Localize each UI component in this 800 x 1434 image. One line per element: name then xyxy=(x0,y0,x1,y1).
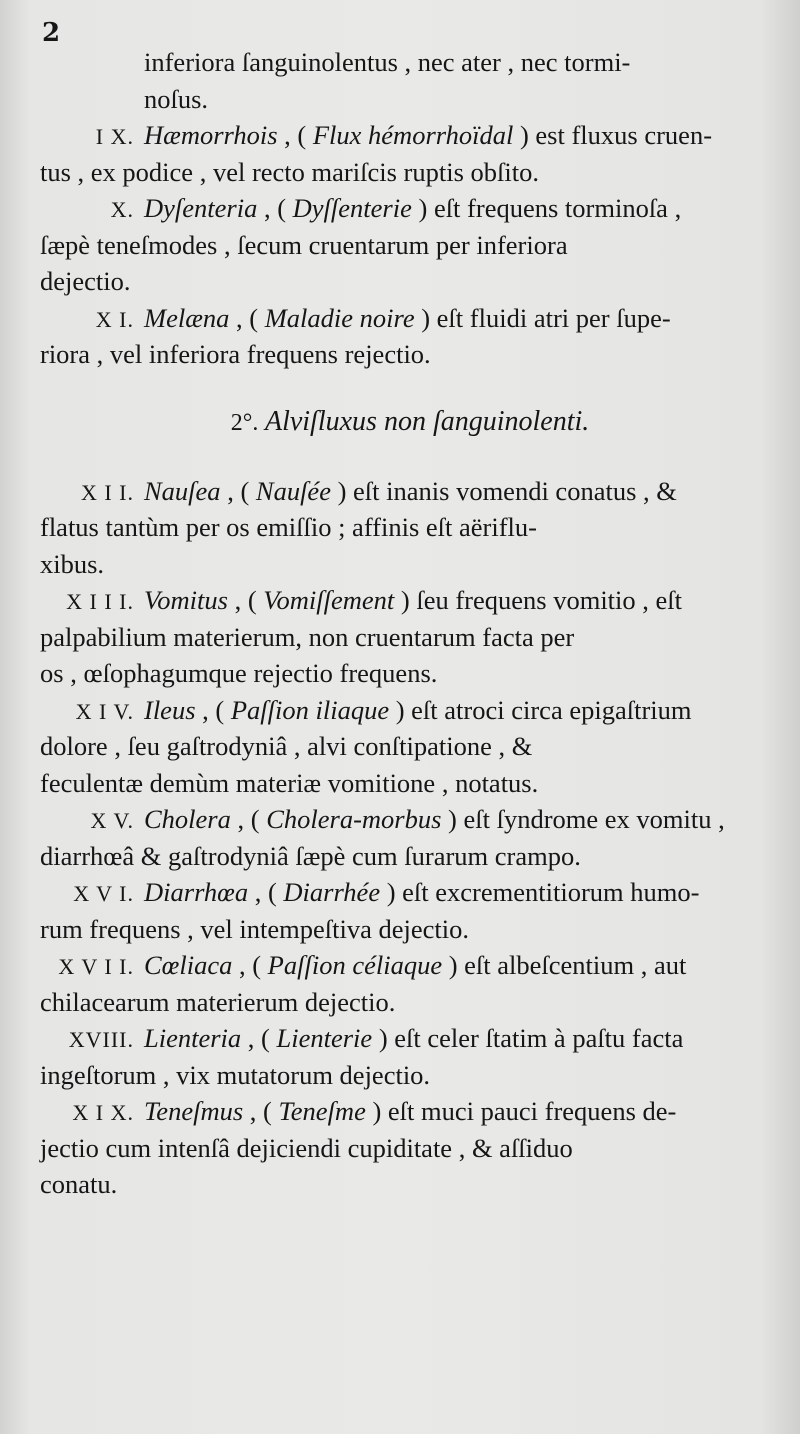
entry-text: est fluxus cruen- xyxy=(535,120,713,150)
entry-xvii: X V I I. Cœliaca , ( Paſſion céliaque ) eſt albeſcentium , aut chilacearum materierum dejectio. xyxy=(40,947,760,1020)
french-gloss: Nauſée xyxy=(255,475,331,506)
french-gloss: Maladie noire xyxy=(264,302,415,333)
entry-xix: X I X. Teneſmus , ( Teneſme ) eſt muci pauci frequens de- jectio cum intenſâ dejiciendi cupiditate , & aſſiduo conatu. xyxy=(40,1093,760,1203)
disease-name: Diarrhœa xyxy=(144,877,249,907)
entry-text: dolore , ſeu gaſtrodyniâ , alvi conſtipatione , & xyxy=(40,731,533,761)
entry-text: rum frequens , vel intempeſtiva dejectio. xyxy=(40,913,470,944)
entry-numeral: X V. xyxy=(90,808,134,833)
entry-text: ingeſtorum , vix mutatorum dejectio. xyxy=(40,1059,431,1090)
entry-text: dejectio. xyxy=(40,266,131,296)
text-line: noſus. xyxy=(144,83,209,114)
entry-text: eſt frequens torminoſa , xyxy=(433,193,682,223)
section-heading xyxy=(40,403,760,443)
entry-numeral: X. xyxy=(110,197,134,222)
entry-text: ſæpè teneſmodes , ſecum cruentarum per inferiora xyxy=(40,229,568,260)
entry-text: feculentæ demùm materiæ vomitione , notatus. xyxy=(40,767,539,798)
french-gloss: Paſſion iliaque xyxy=(230,694,390,725)
entry-text: os , œſophagumque rejectio frequens. xyxy=(40,658,438,688)
disease-name: Dyſenteria xyxy=(144,193,258,223)
entry-numeral: I X. xyxy=(95,124,134,149)
disease-name: Lienteria xyxy=(144,1023,242,1053)
entry-text: jectio cum intenſâ dejiciendi cupiditate , & aſſiduo xyxy=(40,1132,573,1163)
disease-name: Vomitus xyxy=(144,585,228,615)
disease-name: Melæna xyxy=(144,302,230,333)
disease-name: Nauſea xyxy=(144,475,221,506)
entry-text: eſt muci pauci frequens de- xyxy=(387,1096,677,1126)
entry-text: xibus. xyxy=(40,548,105,579)
french-gloss: Cholera-morbus xyxy=(266,804,442,834)
disease-name: Teneſmus xyxy=(144,1096,244,1126)
disease-name: Ileus xyxy=(144,694,196,725)
entry-numeral: X V I. xyxy=(73,881,134,906)
entry-text: eſt ſyndrome ex vomitu , xyxy=(463,804,725,834)
disease-name: Cœliaca xyxy=(144,950,233,980)
entry-xv: X V. Cholera , ( Cholera-morbus ) eſt ſyndrome ex vomitu , diarrhœâ & gaſtrodyniâ ſæpè cum ſurarum crampo. xyxy=(40,801,760,874)
text-body xyxy=(40,44,760,1203)
entry-xvi: X V I. Diarrhœa , ( Diarrhée ) eſt excrementitiorum humo- rum frequens , vel intempeſtiva dejectio. xyxy=(40,874,760,947)
entry-xi: X I. Melæna , ( Maladie noire ) eſt fluidi atri per ſupe- riora , vel inferiora frequens rejectio. xyxy=(40,300,760,373)
disease-name: Cholera xyxy=(144,804,231,834)
french-gloss: Flux hémorrhoïdal xyxy=(312,120,514,150)
entry-ix: I X. Hæmorrhois , ( Flux hémorrhoïdal ) est fluxus cruen- tus , ex podice , vel recto mariſcis ruptis obſito. xyxy=(40,117,760,190)
french-gloss: Diarrhée xyxy=(283,877,381,907)
entry-text: ſeu frequens vomitio , eſt xyxy=(416,585,683,615)
french-gloss: Lienterie xyxy=(276,1023,373,1053)
text-line: inferiora ſanguinolentus , nec ater , nec tormi- xyxy=(144,47,631,77)
french-gloss: Vomiſſement xyxy=(263,585,395,615)
entry-text: conatu. xyxy=(40,1169,118,1199)
section-title: Alviſluxus non ſanguinolenti. xyxy=(264,405,590,437)
entry-text: palpabilium materierum, non cruentarum facta per xyxy=(40,621,575,652)
entry-text: eſt celer ſtatim à paſtu facta xyxy=(394,1023,684,1053)
entry-numeral: X I V. xyxy=(75,698,134,724)
entry-text: riora , vel inferiora frequens rejectio. xyxy=(40,339,431,369)
entry-numeral: XVIII. xyxy=(68,1027,134,1052)
entry-text: chilacearum materierum dejectio. xyxy=(40,986,396,1017)
entry-text: flatus tantùm per os emiſſio ; affinis eſt aëriflu- xyxy=(40,512,537,542)
section-number: 2°. xyxy=(230,409,259,436)
french-gloss: Paſſion céliaque xyxy=(267,950,443,980)
entry-text: diarrhœâ & gaſtrodyniâ ſæpè cum ſurarum crampo. xyxy=(40,840,581,871)
french-gloss: Dyſſenterie xyxy=(292,193,412,223)
entry-x: X. Dyſenteria , ( Dyſſenterie ) eſt frequens torminoſa , ſæpè teneſmodes , ſecum cruentarum per inferiora dejectio. xyxy=(40,190,760,300)
entry-numeral: X I. xyxy=(95,306,134,332)
entry-text: eſt atroci circa epigaſtrium xyxy=(411,694,692,725)
entry-xviii: XVIII. Lienteria , ( Lienterie ) eſt celer ſtatim à paſtu facta ingeſtorum , vix mutatorum dejectio. xyxy=(40,1020,760,1093)
entry-xiii: X I I I. Vomitus , ( Vomiſſement ) ſeu frequens vomitio , eſt palpabilium materierum, non cruentarum facta per os , œſophagumque rejectio frequens. xyxy=(40,582,760,692)
entry-numeral: X V I I. xyxy=(58,954,134,979)
entry-text: eſt inanis vomendi conatus , & xyxy=(353,475,677,506)
entry-xii: X I I. Nauſea , ( Nauſée ) eſt inanis vomendi conatus , & flatus tantùm per os emiſſio ; affinis eſt aëriflu- xibus. xyxy=(40,473,760,583)
page-number: 2 xyxy=(42,18,61,48)
disease-name: Hæmorrhois xyxy=(144,120,278,150)
french-gloss: Teneſme xyxy=(278,1096,366,1126)
entry-text: tus , ex podice , vel recto mariſcis ruptis obſito. xyxy=(40,156,539,187)
entry-text: eſt albeſcentium , aut xyxy=(464,950,687,980)
entry-text: eſt excrementitiorum humo- xyxy=(402,877,700,907)
entry-numeral: X I X. xyxy=(72,1100,134,1125)
entry-numeral: X I I I. xyxy=(66,589,134,614)
entry-xiv: X I V. Ileus , ( Paſſion iliaque ) eſt atroci circa epigaſtrium dolore , ſeu gaſtrodyniâ , alvi conſtipatione , & feculentæ demùm materiæ vomitione , notatus. xyxy=(40,692,760,802)
entry-numeral: X I I. xyxy=(80,479,134,505)
entry-text: eſt fluidi atri per ſupe- xyxy=(436,302,671,333)
